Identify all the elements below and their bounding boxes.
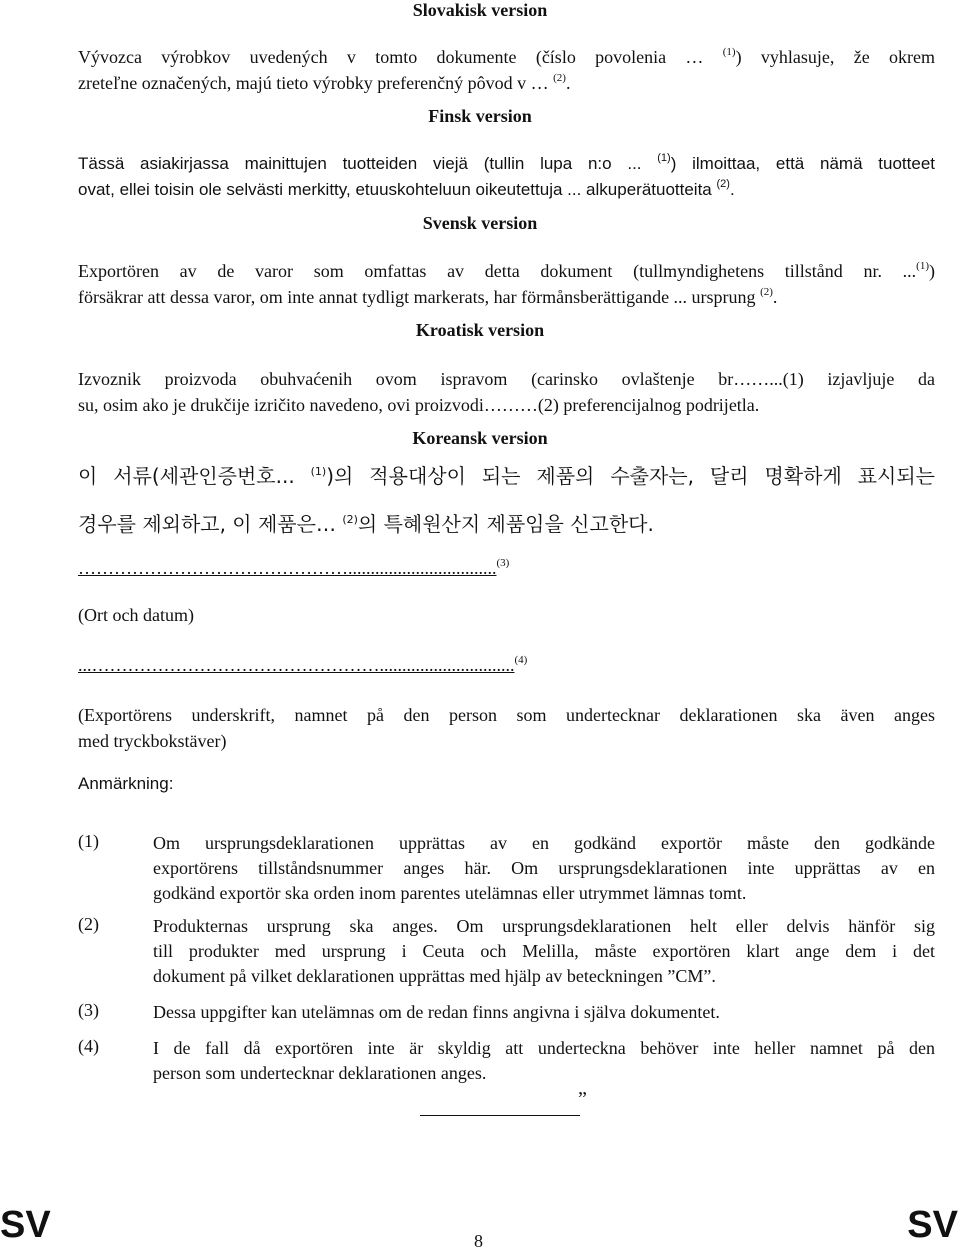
note-number: (1) bbox=[78, 831, 99, 851]
closing-rule bbox=[420, 1097, 580, 1116]
place-date-label: (Ort och datum) bbox=[78, 605, 194, 625]
korean-heading: Koreansk version bbox=[412, 428, 548, 448]
croatian-paragraph: Izvoznik proizvoda obuhvaćenih ovom ispravom (carinsko ovlaštenje br……...(1) izjavljuje da su, osim ako je drukčije izričito navedeno, ovi proizvodi………(2) preferencijalnog podrijetla. bbox=[78, 369, 935, 415]
note-number: (4) bbox=[78, 1036, 99, 1056]
slovak-paragraph: Vývozca výrobkov uvedených v tomto dokumente (číslo povolenia … $^{(1)}$) vyhlasuje, že okrem zreteľne označených, majú tieto výrobky preferenčný pôvod v … $^{(2)}$. bbox=[78, 46, 935, 93]
swedish-heading: Svensk version bbox=[422, 213, 538, 233]
page-number: 8 bbox=[474, 1231, 483, 1251]
footer-language-code-right: SV bbox=[907, 1204, 958, 1246]
finnish-paragraph: Tässä asiakirjassa mainittujen tuotteiden viejä (tullin lupa n:o ... $^{(1)}$) ilmoittaa, että nämä tuotteet ovat, ellei toisin ole selvästi merkitty, etuuskohteluun oikeutettuja ... alkuperätuotteita $^{(2)}$. bbox=[78, 152, 935, 199]
note-number: (3) bbox=[78, 1000, 99, 1020]
korean-paragraph: 이 서류(세관인증번호... $^{(1)}$)의 적용대상이 되는 제품의 수출자는, 달리 명확하게 표시되는 경우를 제외하고, 이 제품은… $^{(2)}$의 특혜원산지 제품임을 신고한다. bbox=[78, 464, 935, 536]
note-text: I de fall då exportören inte är skyldig att underteckna behöver inte heller namnet på den person som undertecknar deklarationen anges. bbox=[153, 1038, 935, 1083]
place-date-line: ……………………………………….................................$^{(3)}$ bbox=[78, 557, 510, 578]
footer-language-code-left: SV bbox=[0, 1204, 51, 1246]
note-number: (2) bbox=[78, 914, 99, 934]
finnish-heading: Finsk version bbox=[428, 106, 532, 126]
swedish-paragraph: Exportören av de varor som omfattas av detta dokument (tullmyndighetens tillstånd nr. ...$^{(1)}$) försäkrar att dessa varor, om inte annat tydligt markerats, har förmånsberättigande ... ursprung $^{(2)}$. bbox=[78, 260, 935, 307]
note-text: Produkternas ursprung ska anges. Om ursprungsdeklarationen helt eller delvis hänför sig till produkter med ursprung i Ceuta och Melilla, måste exportören klart ange dem i det dokument på vilket deklarationen upprättas med hjälp av beteckningen ”CM”. bbox=[153, 916, 935, 986]
closing-quote: ” bbox=[578, 1088, 587, 1110]
croatian-heading: Kroatisk version bbox=[415, 320, 545, 340]
remarks-heading: Anmärkning: bbox=[78, 774, 174, 793]
note-text: Dessa uppgifter kan utelämnas om de redan finns angivna i själva dokumentet. bbox=[153, 1002, 720, 1022]
note-text: Om ursprungsdeklarationen upprättas av en godkänd exportör måste den godkände exportörens tillståndsnummer anges här. Om ursprungsdeklarationen inte upprättas av en godkänd exportör ska orden inom parentes utelämnas eller utrymmet lämnas tomt. bbox=[153, 833, 935, 903]
signature-caption: (Exportörens underskrift, namnet på den person som undertecknar deklarationen ska även anges med tryckbokstäver) bbox=[78, 705, 935, 751]
signature-line: ...…………………………………………..............................$^{(4)}$ bbox=[78, 654, 528, 675]
slovak-heading: Slovakisk version bbox=[412, 0, 548, 20]
